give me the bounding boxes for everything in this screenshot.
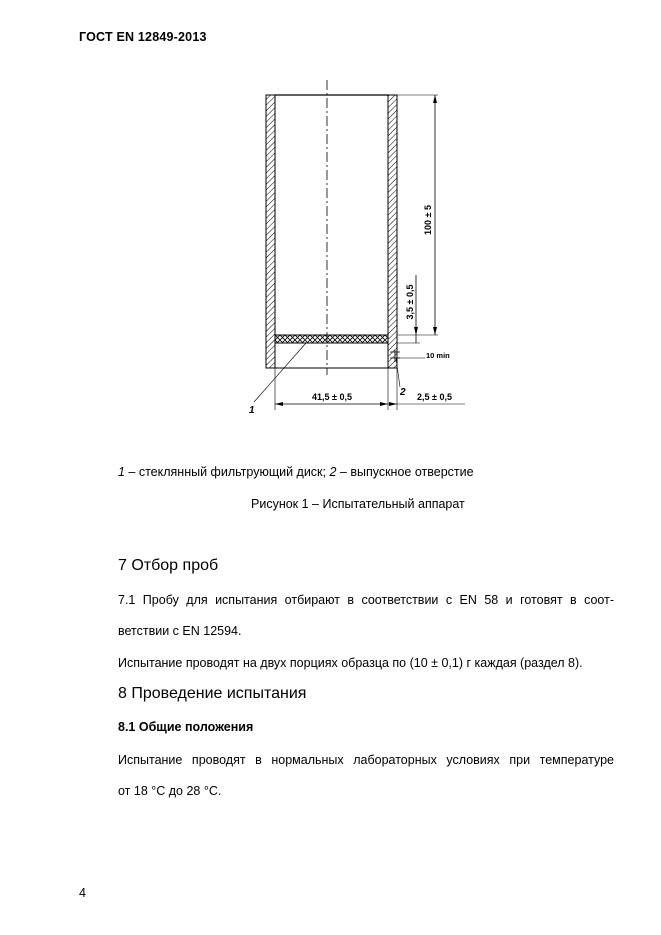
section-7-paragraph-2: Испытание проводят на двух порциях образца по (10 ± 0,1) г каждая (раздел 8). (118, 656, 583, 670)
section-8-1-line1: Испытание проводят в нормальных лабораторных условиях при температуре (118, 753, 614, 767)
figure-legend (118, 465, 474, 479)
legend-item1-number: 1 (118, 465, 125, 479)
legend-item2-text: – выпускное отверстие (336, 465, 474, 479)
filter-disc (275, 335, 388, 343)
label-2: 2 (400, 387, 406, 398)
legend-item1-text: – стеклянный фильтрующий диск; (124, 465, 330, 479)
section-8-1-title: 8.1 Общие положения (118, 720, 254, 734)
dim-disc-label: 3,5 ± 0,5 (405, 284, 415, 320)
section-8-1-line2: от 18 °С до 28 °С. (118, 784, 222, 798)
page-number: 4 (79, 886, 86, 900)
label-1: 1 (249, 405, 255, 416)
section-7-title: 7 Отбор проб (118, 557, 219, 574)
section-7-1-line1: 7.1 Пробу для испытания отбирают в соответствии с EN 58 и готовят в соот- (118, 593, 614, 607)
legend-item2-number: 2 (329, 465, 337, 479)
standard-code: ГОСТ EN 12849-2013 (79, 30, 207, 44)
test-apparatus-figure (240, 80, 470, 420)
dim-inner-diameter-label: 41,5 ± 0,5 (312, 392, 352, 402)
right-wall (388, 95, 397, 368)
dim-height-label: 100 ± 5 (423, 205, 433, 235)
dim-min-gap-label: 10 min (426, 351, 450, 360)
dim-wall-label: 2,5 ± 0,5 (417, 392, 452, 402)
left-wall (266, 95, 275, 368)
section-7-1-line2: ветствии с EN 12594. (118, 624, 242, 638)
figure-caption: Рисунок 1 – Испытательный аппарат (251, 497, 465, 511)
section-8-title: 8 Проведение испытания (118, 685, 307, 702)
